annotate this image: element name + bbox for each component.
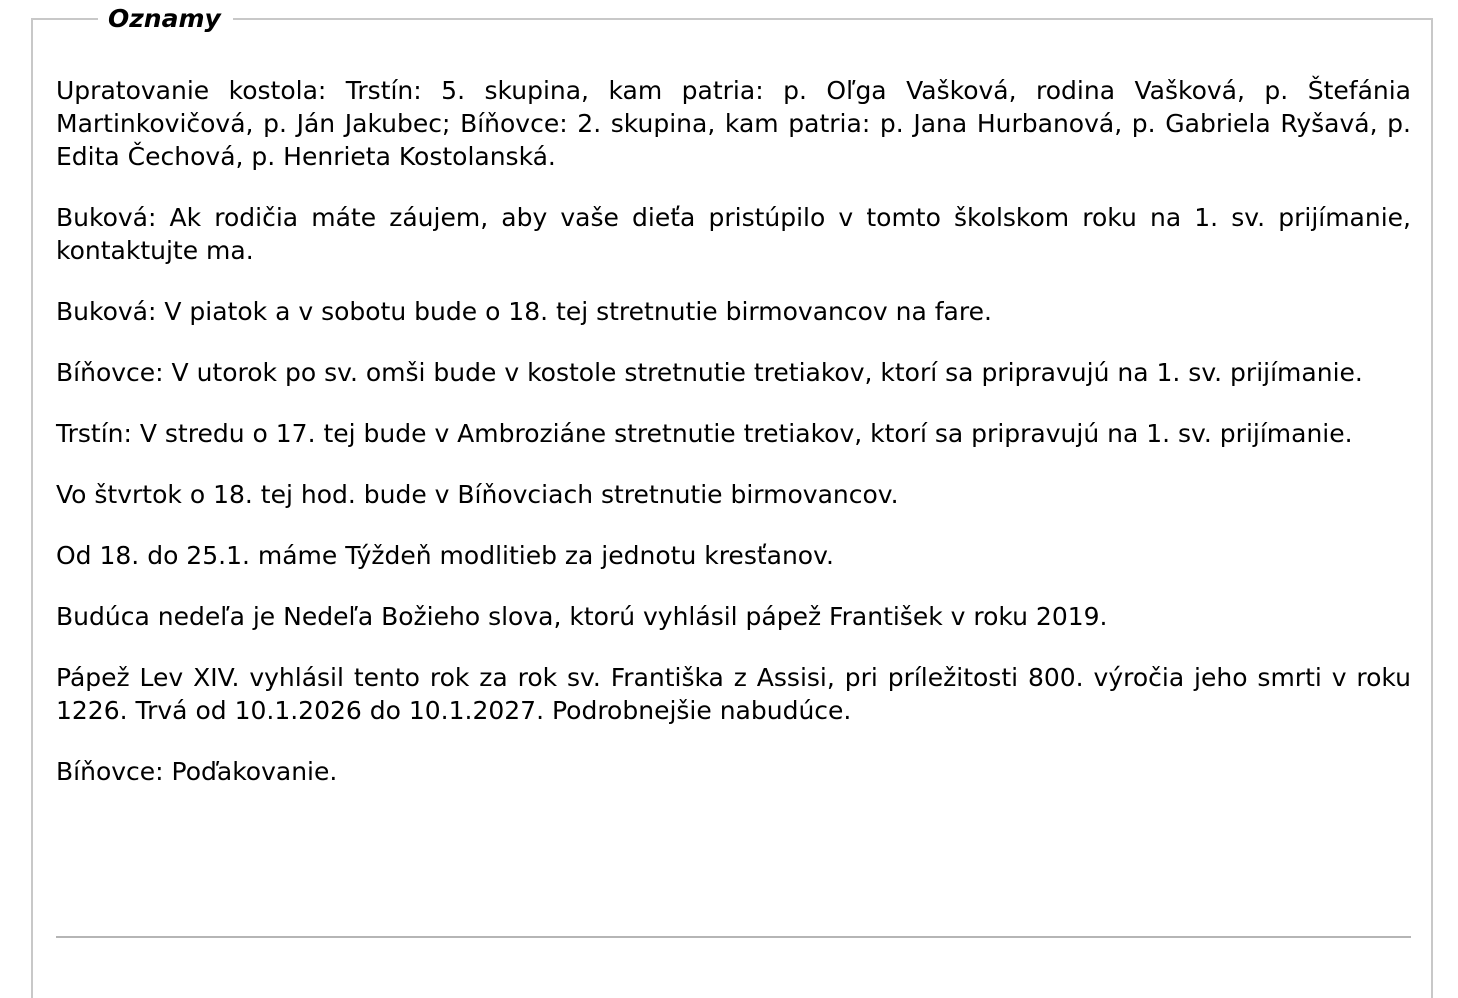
announcement-item: Pápež Lev XIV. vyhlásil tento rok za rok sv. Františka z Assisi, pri príležitosti 800. výročia jeho smrti v roku 1226. Trvá od 10.1.2026 do 10.1.2027. Podrobnejšie nabudúce. xyxy=(56,663,1411,725)
announcement-item: Upratovanie kostola: Trstín: 5. skupina, kam patria: p. Oľga Vašková, rodina Vašková, p. Štefánia Martinkovičová, p. Ján Jakubec; Bíňovce: 2. skupina, kam patria: p. Jana Hurbanová, p. Gabriela Ryšavá, p. Edita Čechová, p. Henrieta Kostolanská. xyxy=(56,76,1411,171)
announcement-item: Bíňovce: V utorok po sv. omši bude v kostole stretnutie tretiakov, ktorí sa pripravujú na 1. sv. prijímanie. xyxy=(56,358,1363,387)
announcement-item: Od 18. do 25.1. máme Týždeň modlitieb za jednotu kresťanov. xyxy=(56,541,834,570)
announcement-item: Buková: Ak rodičia máte záujem, aby vaše dieťa pristúpilo v tomto školskom roku na 1. sv. prijímanie, kontaktujte ma. xyxy=(56,203,1411,265)
horizontal-divider xyxy=(56,936,1411,938)
announcement-item: Budúca nedeľa je Nedeľa Božieho slova, ktorú vyhlásil pápež František v roku 2019. xyxy=(56,602,1108,631)
section-legend: Oznamy xyxy=(98,3,233,35)
announcement-item: Bíňovce: Poďakovanie. xyxy=(56,757,338,786)
announcement-item: Buková: V piatok a v sobotu bude o 18. tej stretnutie birmovancov na fare. xyxy=(56,297,992,326)
announcement-item: Trstín: V stredu o 17. tej bude v Ambroziáne stretnutie tretiakov, ktorí sa pripravujú na 1. sv. prijímanie. xyxy=(56,419,1353,448)
announcements-list xyxy=(56,74,1411,816)
announcement-item: Vo štvrtok o 18. tej hod. bude v Bíňovciach stretnutie birmovancov. xyxy=(56,480,899,509)
